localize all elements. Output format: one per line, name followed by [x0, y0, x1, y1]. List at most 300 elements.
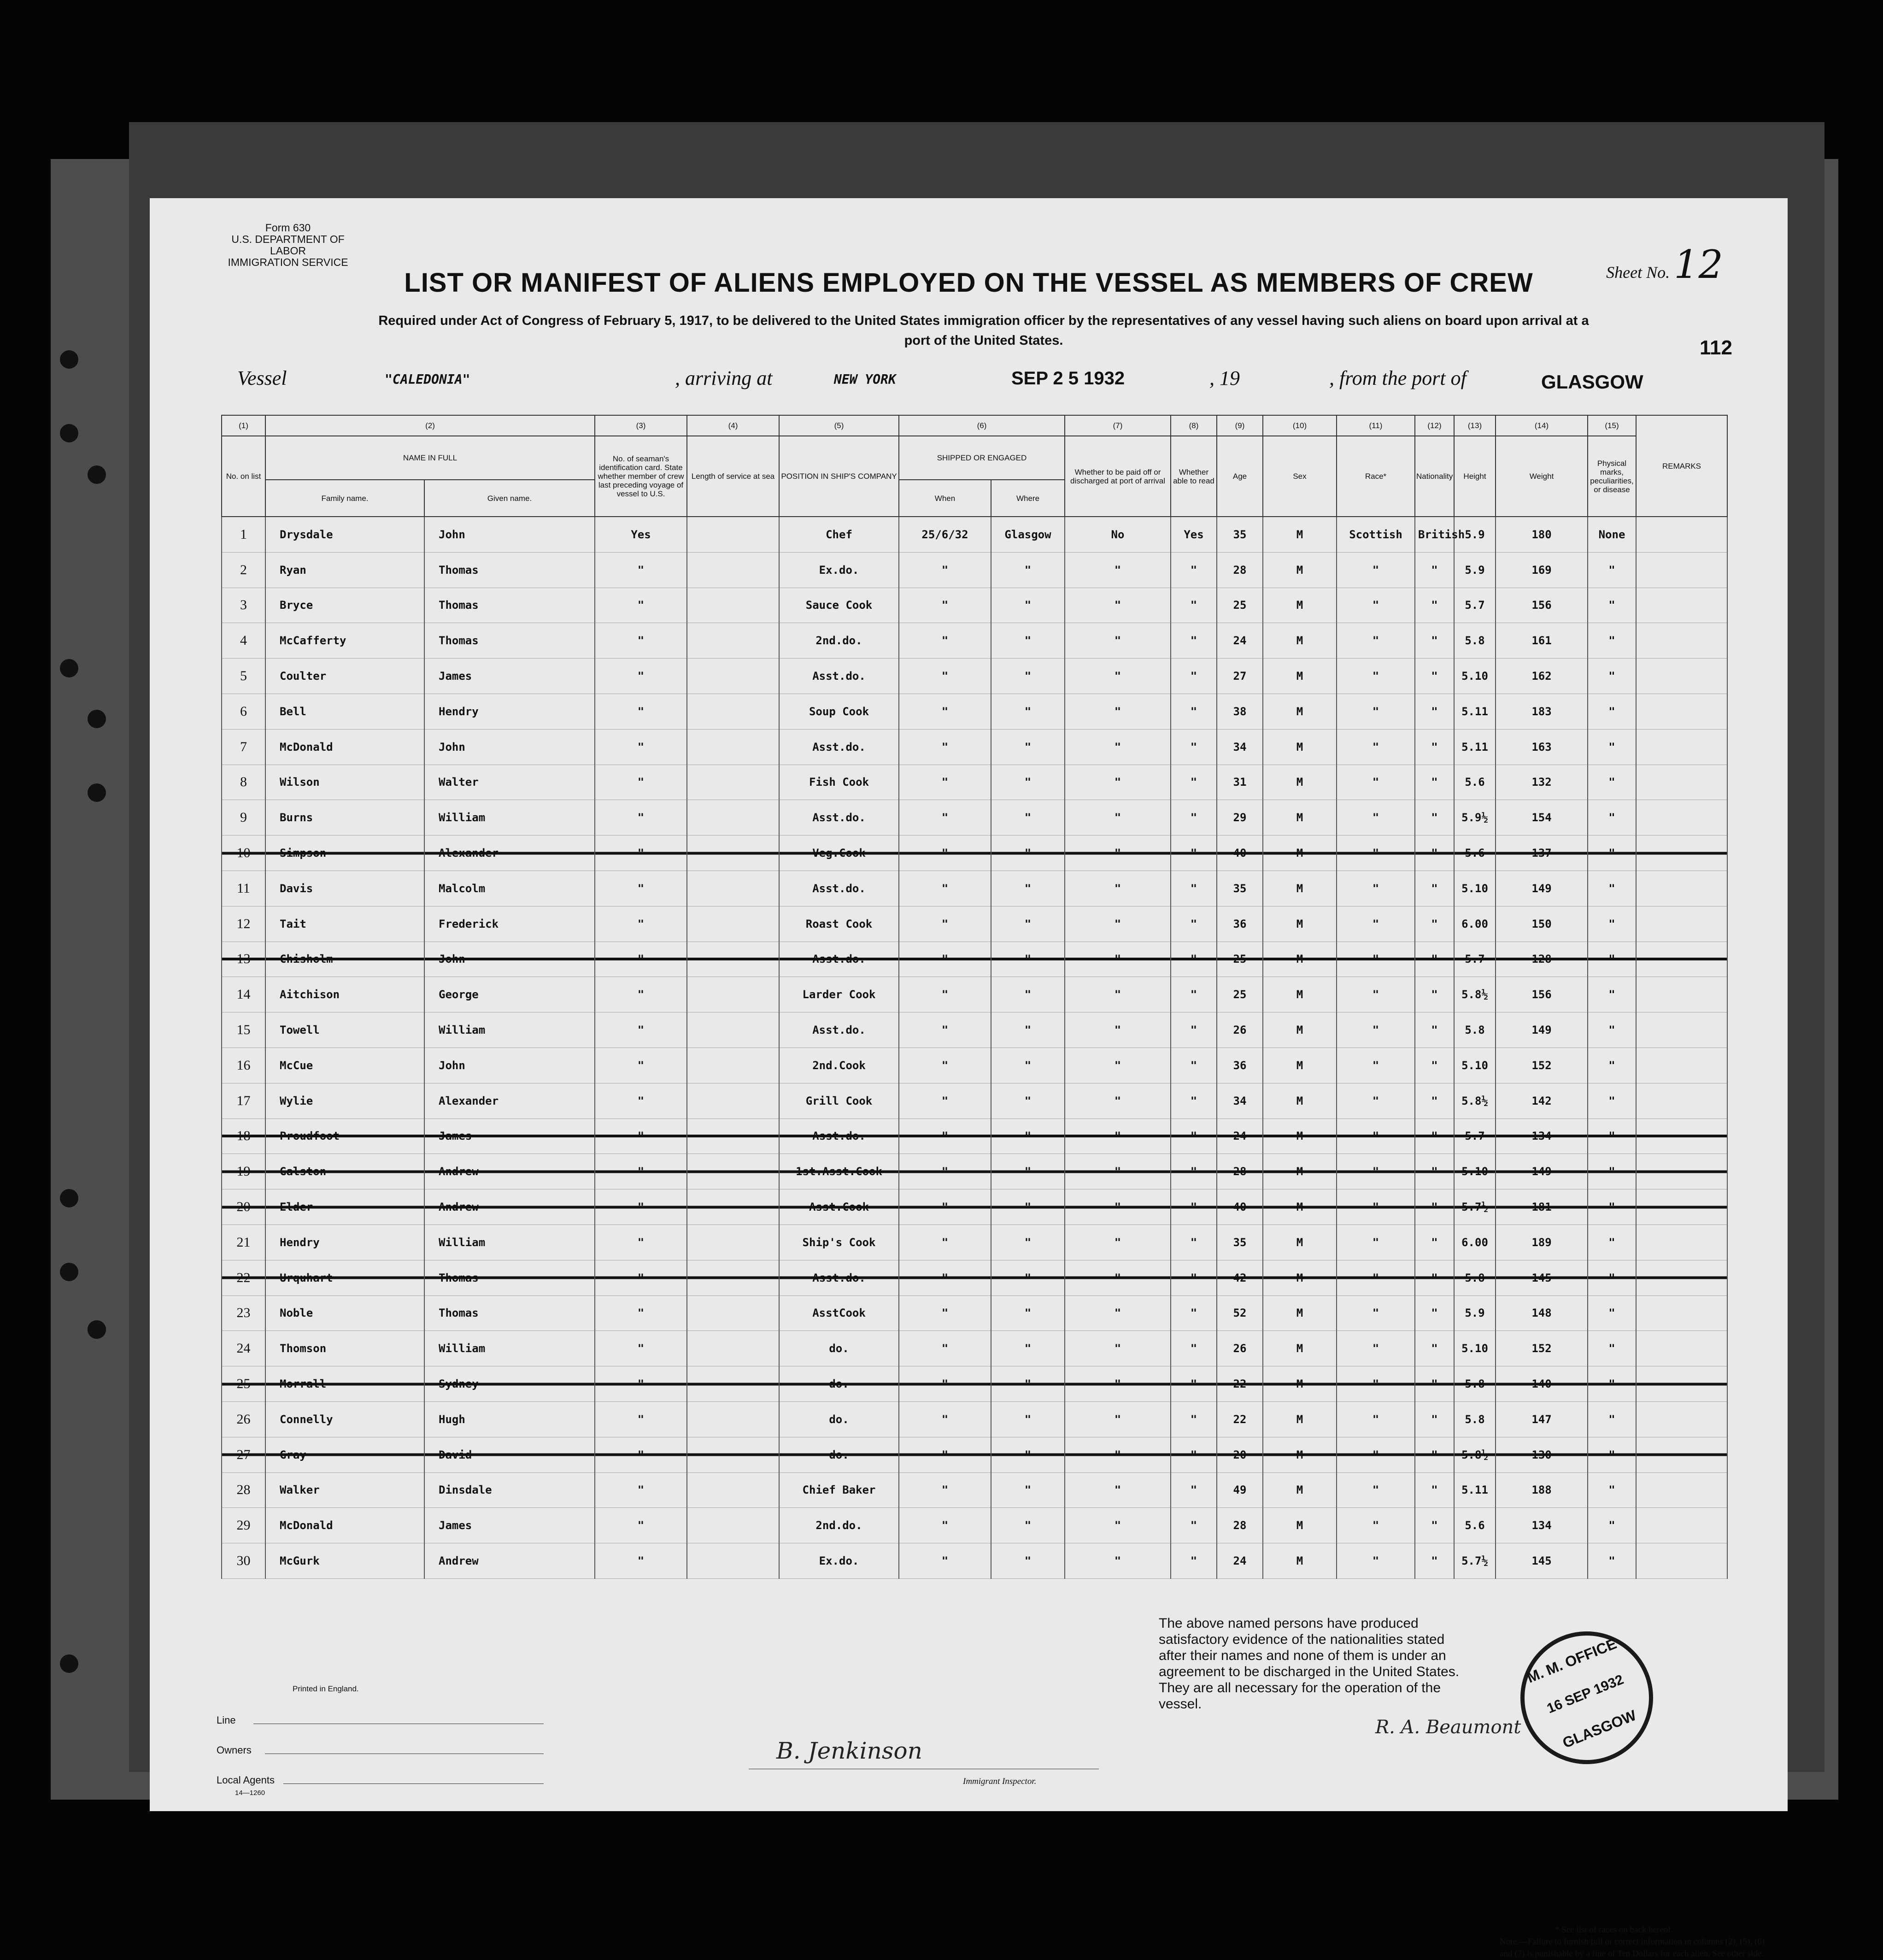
cell-age: 22: [1217, 1401, 1263, 1437]
cell-card-number: ": [595, 1224, 687, 1260]
cell-given-name: William: [424, 1012, 595, 1048]
cell-sex: M: [1263, 1472, 1337, 1508]
cell-race: ": [1337, 1543, 1415, 1579]
cell-nationality: ": [1415, 1224, 1454, 1260]
cell-list-number: 7: [222, 729, 265, 765]
form-print-code: 14—1260: [235, 1789, 265, 1797]
cell-card-number: ": [595, 1118, 687, 1154]
cell-weight: 130: [1496, 1437, 1588, 1472]
col-age-header: Age: [1217, 436, 1263, 517]
cell-race: ": [1337, 1401, 1415, 1437]
cell-age: 34: [1217, 729, 1263, 765]
cell-race: ": [1337, 1189, 1415, 1225]
crew-rows: [222, 517, 1727, 1578]
cell-physical-marks: ": [1588, 552, 1636, 588]
cell-shipped-where: ": [991, 1224, 1065, 1260]
cell-remarks: [1636, 694, 1727, 729]
cell-remarks: [1636, 1331, 1727, 1366]
cell-service-length: [687, 1048, 779, 1083]
cell-sex: M: [1263, 552, 1337, 588]
printed-in-label: Printed in England.: [293, 1684, 359, 1693]
cell-card-number: ": [595, 942, 687, 977]
sheet-number: 12: [1674, 242, 1723, 287]
table-row: [222, 1437, 1727, 1472]
cell-shipped-where: ": [991, 800, 1065, 836]
cell-family-name: Davis: [265, 871, 424, 906]
cell-family-name: Hendry: [265, 1224, 424, 1260]
cell-remarks: [1636, 1472, 1727, 1508]
cell-card-number: ": [595, 659, 687, 694]
cell-race: ": [1337, 552, 1415, 588]
cell-nationality: ": [1415, 659, 1454, 694]
cell-shipped-when: ": [899, 1366, 991, 1402]
cell-weight: 145: [1496, 1543, 1588, 1579]
cell-paid-off: ": [1065, 871, 1171, 906]
table-row: [222, 1260, 1727, 1295]
cell-remarks: [1636, 1366, 1727, 1402]
cell-card-number: ": [595, 694, 687, 729]
col-15-number: (15): [1588, 415, 1636, 436]
cell-physical-marks: ": [1588, 1331, 1636, 1366]
table-row: [222, 1118, 1727, 1154]
cell-physical-marks: ": [1588, 765, 1636, 800]
cell-paid-off: ": [1065, 1189, 1171, 1225]
cell-weight: 162: [1496, 659, 1588, 694]
cell-height: 5.11: [1454, 729, 1496, 765]
cell-able-to-read: ": [1171, 1189, 1217, 1225]
cell-physical-marks: ": [1588, 1295, 1636, 1331]
cell-age: 49: [1217, 1472, 1263, 1508]
cell-weight: 154: [1496, 800, 1588, 836]
cell-paid-off: ": [1065, 800, 1171, 836]
cell-given-name: John: [424, 729, 595, 765]
cell-weight: 149: [1496, 871, 1588, 906]
cell-sex: M: [1263, 1154, 1337, 1189]
cell-height: 5.9: [1454, 517, 1496, 552]
cell-able-to-read: ": [1171, 694, 1217, 729]
cell-height: 5.7: [1454, 1118, 1496, 1154]
cell-physical-marks: ": [1588, 588, 1636, 623]
table-row: [222, 765, 1727, 800]
cell-height: 5.8: [1454, 623, 1496, 659]
cell-shipped-where: ": [991, 552, 1065, 588]
binder-hole: [88, 465, 106, 484]
cell-physical-marks: ": [1588, 1366, 1636, 1402]
cell-weight: 149: [1496, 1154, 1588, 1189]
cell-given-name: James: [424, 1508, 595, 1543]
cell-position: Soup Cook: [779, 694, 899, 729]
cell-nationality: ": [1415, 588, 1454, 623]
cell-list-number: 24: [222, 1331, 265, 1366]
inspector-signature: B. Jenkinson: [776, 1737, 922, 1764]
cell-given-name: Thomas: [424, 1295, 595, 1331]
cell-height: 5.8½: [1454, 1437, 1496, 1472]
cell-list-number: 12: [222, 906, 265, 942]
col-7-number: (7): [1065, 415, 1171, 436]
arrival-date-stamp: SEP 2 5 1932: [1011, 368, 1125, 388]
col-list-number-header: No. on list: [222, 436, 265, 517]
form-header-block: [219, 222, 357, 268]
cell-height: 5.8: [1454, 1012, 1496, 1048]
cell-race: ": [1337, 942, 1415, 977]
cell-sex: M: [1263, 1295, 1337, 1331]
cell-nationality: ": [1415, 729, 1454, 765]
cell-card-number: Yes: [595, 517, 687, 552]
cell-weight: 134: [1496, 1118, 1588, 1154]
binder-hole: [60, 1189, 78, 1207]
year-label: , 19: [1209, 367, 1240, 389]
cell-race: ": [1337, 1437, 1415, 1472]
col-6-number: (6): [899, 415, 1065, 436]
cell-remarks: [1636, 1437, 1727, 1472]
cell-height: 5.7½: [1454, 1189, 1496, 1225]
cell-weight: 183: [1496, 694, 1588, 729]
cell-given-name: Frederick: [424, 906, 595, 942]
cell-age: 25: [1217, 942, 1263, 977]
cell-list-number: 23: [222, 1295, 265, 1331]
cell-paid-off: ": [1065, 1331, 1171, 1366]
cell-sex: M: [1263, 729, 1337, 765]
cell-height: 5.6: [1454, 765, 1496, 800]
cell-age: 28: [1217, 1154, 1263, 1189]
cell-physical-marks: ": [1588, 1437, 1636, 1472]
cell-nationality: ": [1415, 1189, 1454, 1225]
cell-shipped-where: ": [991, 1083, 1065, 1118]
table-row: [222, 694, 1727, 729]
cell-list-number: 10: [222, 836, 265, 871]
cell-card-number: ": [595, 1331, 687, 1366]
cell-able-to-read: ": [1171, 1331, 1217, 1366]
cell-position: do.: [779, 1366, 899, 1402]
cell-physical-marks: ": [1588, 1472, 1636, 1508]
vessel-label: Vessel: [237, 367, 287, 389]
col-service-header: Length of service at sea: [687, 436, 779, 517]
cell-weight: 156: [1496, 977, 1588, 1012]
cell-physical-marks: ": [1588, 623, 1636, 659]
cell-family-name: Drysdale: [265, 517, 424, 552]
cell-sex: M: [1263, 659, 1337, 694]
cell-position: do.: [779, 1437, 899, 1472]
cell-physical-marks: ": [1588, 1260, 1636, 1295]
cell-age: 28: [1217, 552, 1263, 588]
cell-list-number: 26: [222, 1401, 265, 1437]
cell-weight: 149: [1496, 1012, 1588, 1048]
cell-shipped-when: ": [899, 1224, 991, 1260]
races-footnote: * See list of races on back hereof.: [1555, 1925, 1673, 1935]
col-10-number: (10): [1263, 415, 1337, 436]
cell-age: 52: [1217, 1295, 1263, 1331]
cell-card-number: ": [595, 623, 687, 659]
cell-weight: 150: [1496, 906, 1588, 942]
cell-family-name: Bryce: [265, 588, 424, 623]
cell-physical-marks: ": [1588, 871, 1636, 906]
cell-nationality: ": [1415, 765, 1454, 800]
cell-list-number: 6: [222, 694, 265, 729]
cell-physical-marks: ": [1588, 1012, 1636, 1048]
cell-family-name: Galston: [265, 1154, 424, 1189]
binder-hole: [60, 1654, 78, 1673]
cell-able-to-read: ": [1171, 765, 1217, 800]
cell-list-number: 25: [222, 1366, 265, 1402]
cell-shipped-when: ": [899, 765, 991, 800]
cell-family-name: Thomson: [265, 1331, 424, 1366]
cell-shipped-when: ": [899, 1083, 991, 1118]
col-position-header: POSITION IN SHIP'S COMPANY: [779, 436, 899, 517]
cell-weight: 161: [1496, 623, 1588, 659]
cell-paid-off: ": [1065, 1260, 1171, 1295]
binder-hole: [88, 1320, 106, 1339]
cell-race: ": [1337, 836, 1415, 871]
cell-remarks: [1636, 1083, 1727, 1118]
col-paid-off-header: Whether to be paid off or discharged at port of arrival: [1065, 436, 1171, 517]
cell-position: do.: [779, 1331, 899, 1366]
sheet-label: Sheet No.: [1606, 263, 1670, 282]
cell-race: ": [1337, 623, 1415, 659]
binder-hole: [60, 659, 78, 677]
cell-age: 35: [1217, 517, 1263, 552]
col-marks-header: Physical marks, peculiarities, or disease: [1588, 436, 1636, 517]
cell-given-name: Alexander: [424, 836, 595, 871]
cell-list-number: 21: [222, 1224, 265, 1260]
table-row: [222, 1472, 1727, 1508]
col-family-name-header: Family name.: [265, 480, 424, 517]
cell-shipped-when: ": [899, 1118, 991, 1154]
cell-shipped-where: ": [991, 588, 1065, 623]
page-number: 112: [1700, 336, 1732, 359]
arriving-label: , arriving at: [675, 367, 773, 389]
cell-shipped-where: ": [991, 1508, 1065, 1543]
cell-given-name: George: [424, 977, 595, 1012]
cell-height: 5.11: [1454, 1472, 1496, 1508]
cell-age: 25: [1217, 588, 1263, 623]
cell-weight: 169: [1496, 552, 1588, 588]
cell-service-length: [687, 659, 779, 694]
cell-position: Ship's Cook: [779, 1224, 899, 1260]
col-14-number: (14): [1496, 415, 1588, 436]
cell-family-name: McDonald: [265, 1508, 424, 1543]
cell-height: 5.6: [1454, 836, 1496, 871]
cell-service-length: [687, 1437, 779, 1472]
cell-shipped-when: ": [899, 1189, 991, 1225]
cell-shipped-when: ": [899, 1401, 991, 1437]
cell-height: 5.8: [1454, 1401, 1496, 1437]
cell-height: 5.10: [1454, 659, 1496, 694]
cell-remarks: [1636, 765, 1727, 800]
cell-list-number: 13: [222, 942, 265, 977]
cell-sex: M: [1263, 1048, 1337, 1083]
cell-position: Ex.do.: [779, 1543, 899, 1579]
cell-paid-off: ": [1065, 1224, 1171, 1260]
cell-list-number: 1: [222, 517, 265, 552]
col-12-number: (12): [1415, 415, 1454, 436]
cell-shipped-when: ": [899, 729, 991, 765]
cell-sex: M: [1263, 517, 1337, 552]
cell-given-name: William: [424, 800, 595, 836]
col-read-header: Whether able to read: [1171, 436, 1217, 517]
cell-list-number: 17: [222, 1083, 265, 1118]
col-given-name-header: Given name.: [424, 480, 595, 517]
cell-race: ": [1337, 1048, 1415, 1083]
cell-nationality: ": [1415, 1543, 1454, 1579]
cell-sex: M: [1263, 694, 1337, 729]
nationality-certification-stamp: The above named persons have produced satisfactory evidence of the nationalities stated after their names and none of them is under an agreement to be discharged in the United States. They are all necessary for the operation of the vessel.: [1159, 1616, 1460, 1712]
cell-paid-off: ": [1065, 1012, 1171, 1048]
cell-family-name: Coulter: [265, 659, 424, 694]
cell-family-name: Aitchison: [265, 977, 424, 1012]
col-shipped-header: SHIPPED OR ENGAGED: [899, 436, 1065, 480]
cell-remarks: [1636, 1048, 1727, 1083]
table-row: [222, 552, 1727, 588]
cell-able-to-read: ": [1171, 1012, 1217, 1048]
cell-able-to-read: ": [1171, 1543, 1217, 1579]
cell-given-name: John: [424, 1048, 595, 1083]
cell-remarks: [1636, 1508, 1727, 1543]
cell-nationality: ": [1415, 1295, 1454, 1331]
cell-race: ": [1337, 1118, 1415, 1154]
cell-sex: M: [1263, 1260, 1337, 1295]
cell-remarks: [1636, 942, 1727, 977]
cell-family-name: Urquhart: [265, 1260, 424, 1295]
cell-shipped-where: ": [991, 871, 1065, 906]
cell-sex: M: [1263, 623, 1337, 659]
cell-height: 5.8½: [1454, 1083, 1496, 1118]
table-row: [222, 1224, 1727, 1260]
cell-remarks: [1636, 1012, 1727, 1048]
cell-service-length: [687, 1189, 779, 1225]
cell-list-number: 3: [222, 588, 265, 623]
cell-paid-off: ": [1065, 659, 1171, 694]
cell-age: 29: [1217, 800, 1263, 836]
cell-paid-off: ": [1065, 765, 1171, 800]
cell-paid-off: ": [1065, 1472, 1171, 1508]
col-where-header: Where: [991, 480, 1065, 517]
cell-weight: 189: [1496, 1224, 1588, 1260]
inspector-label: Immigrant Inspector.: [963, 1777, 1037, 1786]
cell-sex: M: [1263, 836, 1337, 871]
binder-hole: [88, 783, 106, 802]
table-row: [222, 517, 1727, 552]
cell-shipped-when: ": [899, 836, 991, 871]
cell-paid-off: ": [1065, 906, 1171, 942]
cell-given-name: William: [424, 1224, 595, 1260]
office-seal-stamp: [1501, 1612, 1673, 1784]
cell-card-number: ": [595, 1295, 687, 1331]
cell-able-to-read: ": [1171, 659, 1217, 694]
cell-service-length: [687, 1295, 779, 1331]
cell-card-number: ": [595, 836, 687, 871]
cell-remarks: [1636, 1295, 1727, 1331]
cell-service-length: [687, 1083, 779, 1118]
cell-position: Roast Cook: [779, 906, 899, 942]
cell-physical-marks: ": [1588, 1508, 1636, 1543]
cell-age: 26: [1217, 1012, 1263, 1048]
binder-hole: [60, 1263, 78, 1281]
seal-port-text: GLASGOW: [1560, 1707, 1639, 1752]
binder-hole: [60, 350, 78, 369]
cell-shipped-when: 25/6/32: [899, 517, 991, 552]
cell-remarks: [1636, 1154, 1727, 1189]
cell-weight: 145: [1496, 1260, 1588, 1295]
cell-height: 5.9½: [1454, 800, 1496, 836]
cell-race: ": [1337, 1224, 1415, 1260]
cell-service-length: [687, 729, 779, 765]
table-row: [222, 836, 1727, 871]
table-row: [222, 1048, 1727, 1083]
cell-nationality: ": [1415, 1472, 1454, 1508]
col-card-header: No. of seaman's identification card. State whether member of crew last preceding voyage of vessel to U.S.: [595, 436, 687, 517]
cell-list-number: 27: [222, 1437, 265, 1472]
cell-shipped-where: ": [991, 765, 1065, 800]
cell-age: 24: [1217, 623, 1263, 659]
cell-shipped-where: ": [991, 942, 1065, 977]
cell-shipped-where: ": [991, 1189, 1065, 1225]
col-nationality-header: Nationality: [1415, 436, 1454, 517]
table-row: [222, 1189, 1727, 1225]
cell-age: 25: [1217, 977, 1263, 1012]
cell-shipped-where: ": [991, 1118, 1065, 1154]
cell-shipped-where: ": [991, 977, 1065, 1012]
col-11-number: (11): [1337, 415, 1415, 436]
cell-paid-off: ": [1065, 1048, 1171, 1083]
cell-card-number: ": [595, 1543, 687, 1579]
cell-sex: M: [1263, 942, 1337, 977]
table-row: [222, 588, 1727, 623]
cell-sex: M: [1263, 1118, 1337, 1154]
cell-shipped-when: ": [899, 906, 991, 942]
cell-position: Chef: [779, 517, 899, 552]
cell-family-name: Gray: [265, 1437, 424, 1472]
cell-weight: 181: [1496, 1189, 1588, 1225]
officer-signature: R. A. Beaumont: [1375, 1717, 1521, 1738]
cell-sex: M: [1263, 1437, 1337, 1472]
cell-card-number: ": [595, 906, 687, 942]
cell-paid-off: ": [1065, 694, 1171, 729]
cell-paid-off: ": [1065, 1437, 1171, 1472]
cell-card-number: ": [595, 765, 687, 800]
cell-weight: 152: [1496, 1331, 1588, 1366]
cell-paid-off: ": [1065, 1543, 1171, 1579]
cell-card-number: ": [595, 729, 687, 765]
cell-paid-off: ": [1065, 1366, 1171, 1402]
col-height-header: Height: [1454, 436, 1496, 517]
cell-able-to-read: ": [1171, 1472, 1217, 1508]
cell-weight: 134: [1496, 1508, 1588, 1543]
cell-physical-marks: ": [1588, 659, 1636, 694]
cell-height: 5.11: [1454, 694, 1496, 729]
cell-given-name: John: [424, 517, 595, 552]
cell-list-number: 8: [222, 765, 265, 800]
cell-nationality: British: [1415, 517, 1454, 552]
cell-age: 26: [1217, 1331, 1263, 1366]
cell-remarks: [1636, 623, 1727, 659]
cell-shipped-when: ": [899, 694, 991, 729]
cell-shipped-where: ": [991, 1401, 1065, 1437]
cell-position: Fish Cook: [779, 765, 899, 800]
cell-nationality: ": [1415, 1331, 1454, 1366]
cell-given-name: Andrew: [424, 1543, 595, 1579]
cell-age: 40: [1217, 836, 1263, 871]
cell-position: Asst.do.: [779, 729, 899, 765]
arriving-port: NEW YORK: [834, 372, 896, 387]
col-when-header: When: [899, 480, 991, 517]
crew-manifest-table: [221, 415, 1728, 1579]
table-row: [222, 1331, 1727, 1366]
cell-list-number: 14: [222, 977, 265, 1012]
cell-able-to-read: ": [1171, 1048, 1217, 1083]
cell-physical-marks: ": [1588, 977, 1636, 1012]
cell-card-number: ": [595, 1508, 687, 1543]
cell-shipped-where: ": [991, 906, 1065, 942]
